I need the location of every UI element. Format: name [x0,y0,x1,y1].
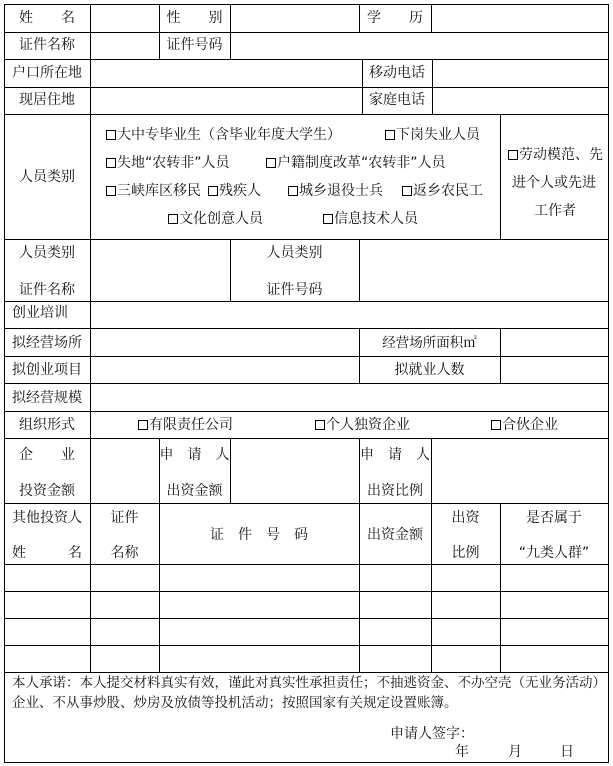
label-investor-ratio-2: 比例 [451,545,480,561]
checkbox[interactable] [208,186,218,196]
checkbox[interactable] [106,130,116,140]
rule [431,503,432,673]
label-other-investor-2: 姓 名 [12,545,82,561]
category-option-hukou-reform[interactable]: 户籍制度改革“农转非”人员 [266,155,446,171]
rule [4,239,609,240]
rule [90,301,91,411]
label-category-cert-name-2: 证件名称 [19,282,75,298]
checkbox[interactable] [266,158,276,168]
rule [4,59,609,60]
border-top [4,4,609,5]
rule [4,411,609,412]
rule [432,59,433,115]
date-day: 日 [560,744,574,760]
checkbox[interactable] [491,420,501,430]
label-id-number: 证件号码 [166,37,223,53]
checkbox[interactable] [106,158,116,168]
category-option-land-lost[interactable]: 失地“农转非”人员 [106,155,230,171]
rule [4,503,609,504]
signature-label: 申请人签字： [390,726,474,742]
checkbox[interactable] [138,420,148,430]
rule [4,645,609,646]
label-id-type: 证件名称 [19,37,75,53]
rule [4,328,609,329]
rule [90,114,91,240]
checkbox[interactable] [385,130,395,140]
org-option-partnership[interactable]: 合伙企业 [491,417,558,433]
rule [431,438,432,504]
label-enterprise-investment-2: 投资金额 [19,483,75,499]
checkbox[interactable] [508,150,518,160]
rule [4,114,609,115]
rule [90,239,91,302]
category-option-disabled[interactable]: 残疾人 [208,183,261,199]
rule [4,564,609,565]
rule [500,328,501,384]
rule [500,114,501,240]
label-education: 学 历 [367,10,423,26]
label-residence: 现居住地 [19,92,75,108]
org-option-llc[interactable]: 有限责任公司 [138,417,233,433]
label-applicant-ratio-2: 出资比例 [367,483,423,499]
checkbox[interactable] [288,186,298,196]
label-project: 拟创业项目 [12,362,82,378]
checkbox[interactable] [323,214,333,224]
rule [230,438,231,504]
label-premises: 拟经营场所 [12,335,82,351]
label-applicant-amount-1: 申 请 人 [159,447,230,463]
rule [359,239,360,302]
checkbox[interactable] [315,420,325,430]
label-training: 创业培训 [12,305,68,321]
label-cert-number: 证 件 号 码 [210,527,308,543]
rule [4,383,609,384]
checkbox[interactable] [106,186,116,196]
label-org: 组织形式 [19,417,75,433]
label-gender: 性 别 [166,10,223,26]
label-mobile: 移动电话 [369,65,425,81]
label-investor-ratio-1: 出资 [451,510,480,526]
rule [4,356,609,357]
border-bottom [4,762,609,763]
category-option-returning-worker[interactable]: 返乡农民工 [402,183,483,199]
pledge-text: 本人承诺：本人提交材料真实有效，谨此对真实性承担责任；不抽逃资金、不办空壳（无业务活动）企业、不从事炒股、炒房及放债等投机活动；按照国家有关规定设置账簿。 [12,675,600,711]
label-hukou: 户口所在地 [12,65,82,81]
rule [90,438,91,504]
label-category: 人员类别 [19,169,75,185]
label-category-cert-number-1: 人员类别 [266,245,323,261]
date-month: 月 [508,744,522,760]
label-jobs: 拟就业人数 [394,362,465,378]
checkbox[interactable] [168,214,178,224]
rule [4,301,609,302]
category-option-three-gorges[interactable]: 三峡库区移民 [106,183,201,199]
category-option-creative[interactable]: 文化创意人员 [168,211,263,227]
rule [230,4,231,60]
label-scale: 拟经营规模 [12,390,82,406]
label-applicant-amount-2: 出资金额 [166,483,223,499]
category-option-model-worker[interactable]: 劳动模范、先 进个人或先进 工作者 [508,141,603,225]
rule [4,618,609,619]
label-cert-1: 证件 [110,510,139,526]
label-premises-area: 经营场所面积㎡ [382,335,477,351]
rule [4,87,609,88]
org-option-sole[interactable]: 个人独资企业 [315,417,410,433]
rule [431,4,432,33]
rule [500,503,501,673]
rule [90,503,91,673]
label-category-cert-number-2: 证件号码 [266,282,323,298]
label-cert-2: 名称 [110,545,139,561]
label-belongs-1: 是否属于 [526,510,582,526]
rule [4,438,609,439]
label-other-investor-1: 其他投资人 [12,510,82,526]
label-name: 姓 名 [19,10,75,26]
category-option-veteran[interactable]: 城乡退役士兵 [288,183,383,199]
rule [90,411,91,439]
rule [4,32,609,33]
rule [90,4,91,115]
category-option-graduate[interactable]: 大中专毕业生（含毕业年度大学生） [106,127,341,143]
label-category-cert-name-1: 人员类别 [19,245,75,261]
label-investor-amount: 出资金额 [367,527,423,543]
label-applicant-ratio-1: 申 请 人 [360,447,430,463]
rule [4,591,609,592]
checkbox[interactable] [402,186,412,196]
label-belongs-2: “九类人群” [518,545,590,561]
category-option-laid-off[interactable]: 下岗失业人员 [385,127,480,143]
label-enterprise-investment-1: 企 业 [19,447,75,463]
category-option-it[interactable]: 信息技术人员 [323,211,418,227]
date-year: 年 [455,744,469,760]
label-home-phone: 家庭电话 [369,92,425,108]
